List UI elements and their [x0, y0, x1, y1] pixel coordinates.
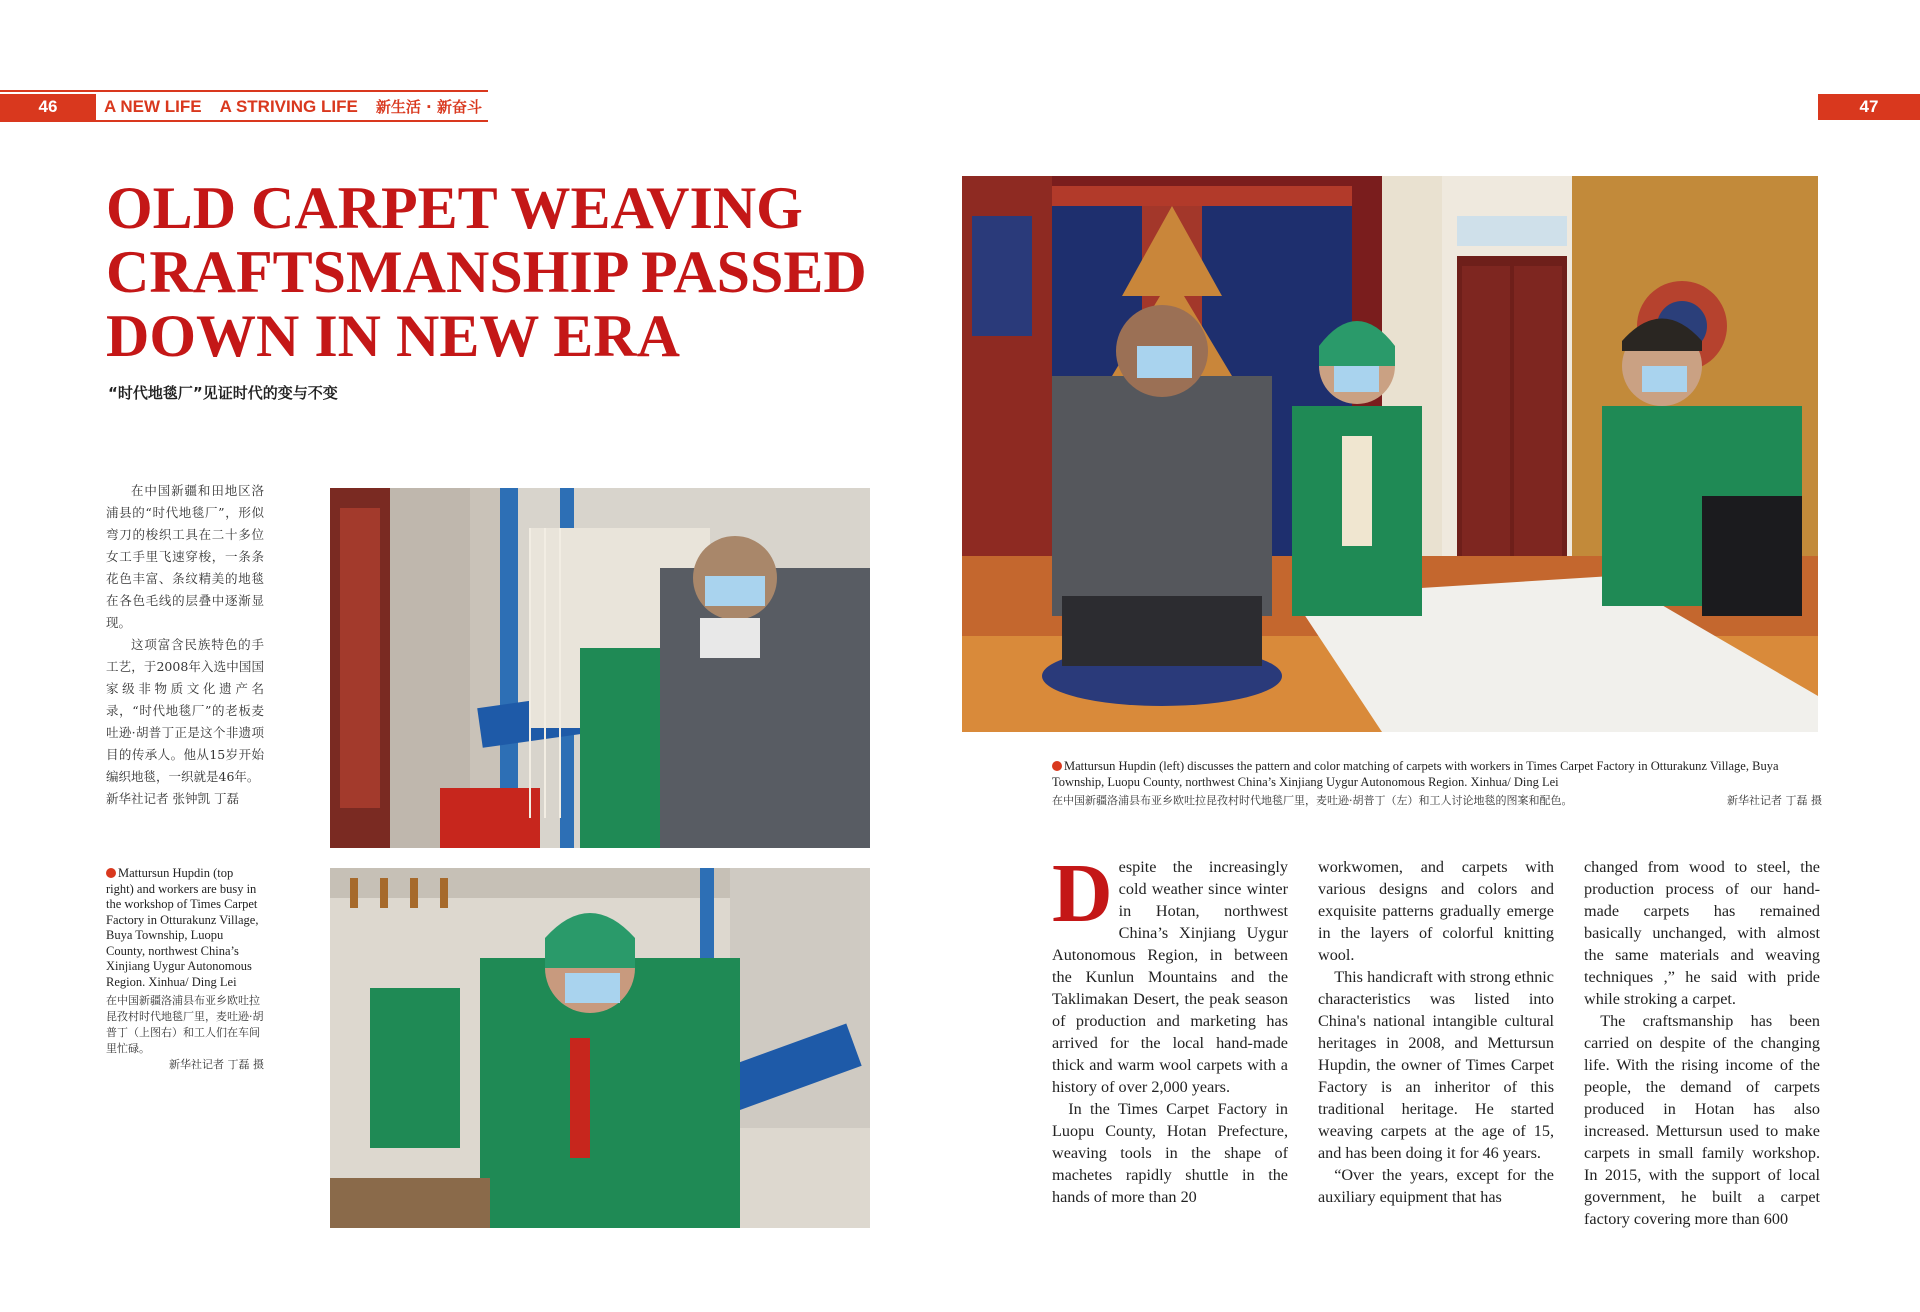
- sidebar-cn: [106, 480, 264, 810]
- sidebar-cn-para-1: 在中国新疆和田地区洛浦县的“时代地毯厂”，形似弯刀的梭织工具在二十多位女工手里飞速穿梭，一条条花色丰富、条纹精美的地毯在各色毛线的层叠中逐渐显现。: [106, 483, 264, 630]
- caption-left-en: Mattursun Hupdin (top right) and workers are busy in the workshop of Times Carpet Factory in Otturakunz Village, Buya Township, Luopu County, northwest China’s Xinjiang Uygur Autonomous Region. Xinhua/ Ding Lei: [106, 866, 259, 989]
- section-title-cn: 新生活 · 新奋斗: [375, 98, 482, 116]
- caption-top-credit: 新华社记者 丁磊 摄: [1727, 794, 1822, 807]
- caption-marker-icon: [1052, 761, 1062, 771]
- article-col1-para-1: [1052, 847, 1288, 1098]
- article-col2-para-2: This handicraft with strong ethnic characteristics was listed into China's national intangible cultural heritages in 2008, and Mettursun Hupdin, the owner of Times Carpet Factory is an inheritor of this traditional heritage. He started weaving carpets at the age of 15, and has been doing it for 46 years.: [1318, 968, 1554, 1162]
- article-col2-para-3: “Over the years, except for the auxiliary equipment that has: [1318, 1166, 1554, 1206]
- page-number-left: 46: [0, 94, 96, 120]
- article-col1-para-2: In the Times Carpet Factory in Luopu County, Hotan Prefecture, weaving tools in the shape of machetes rapidly shuttle in the hands of more than 20: [1052, 1100, 1288, 1206]
- article-column-1: [1052, 847, 1288, 1208]
- article-col3-para-2: The craftsmanship has been carried on despite of the changing life. With the rising income of the people, the demand of carpets produced in Hotan has also increased. Mettursun used to make carpets in small family workshop. In 2015, with the support of local government, he built a carpet factory covering more than 600: [1584, 1012, 1820, 1228]
- photo-carpet-discussion: [962, 176, 1818, 732]
- photo-weaver-bottom: [330, 868, 870, 1228]
- caption-left: [106, 866, 264, 1073]
- drop-cap: D: [1052, 847, 1113, 940]
- caption-top: [1052, 758, 1822, 809]
- sidebar-cn-credit: 新华社记者 张钟凯 丁磊: [106, 791, 239, 806]
- page-number-right: 47: [1818, 94, 1920, 120]
- caption-top-cn: 在中国新疆洛浦县布亚乡欧吐拉昆孜村时代地毯厂里，麦吐逊·胡普丁（左）和工人讨论地毯的图案和配色。: [1052, 794, 1573, 807]
- caption-top-en: Mattursun Hupdin (left) discusses the pattern and color matching of carpets with workers in Times Carpet Factory in Otturakunz Village, Buya Township, Luopu County, northwest China’s Xinjiang Uygur Autonomous Region. Xinhua/ Ding Lei: [1052, 759, 1779, 789]
- article-col1-para-1-text: espite the increasingly cold weather since winter in Hotan, northwest China’s Xinjiang Uygur Autonomous Region, in between the Kunlun Mountains and the Taklimakan Desert, the peak season of production and marketing has arrived for the local hand-made thick and warm wool carpets with a history of over 2,000 years.: [1052, 858, 1288, 1096]
- article-column-2: [1318, 856, 1554, 1208]
- section-title: [104, 94, 500, 120]
- caption-marker-icon: [106, 868, 116, 878]
- caption-left-credit: 新华社记者 丁磊 摄: [169, 1058, 264, 1071]
- headline-line-3: DOWN IN NEW ERA: [106, 303, 680, 369]
- photo-loom-workshop-top: [330, 488, 870, 848]
- subtitle-cn: “时代地毯厂”见证时代的变与不变: [108, 384, 338, 402]
- headline-line-1: OLD CARPET WEAVING: [106, 175, 803, 241]
- section-title-en-2: A STRIVING LIFE: [219, 97, 358, 116]
- article-col2-para-1: workwomen, and carpets with various designs and colors and exquisite patterns gradually emerge in the layers of colorful knitting wool.: [1318, 858, 1554, 964]
- article-col3-para-1: changed from wood to steel, the production process of our hand-made carpets has remained basically unchanged, with almost the same materials and weaving techniques ,” he said with pride while stroking a carpet.: [1584, 858, 1820, 1008]
- caption-top-cn-row: [1052, 793, 1822, 809]
- article-column-3: [1584, 856, 1820, 1230]
- headline: [106, 176, 886, 368]
- header-rule-left-bottom: [0, 120, 488, 122]
- sidebar-cn-para-2: 这项富含民族特色的手工艺，于2008年入选中国国家级非物质文化遗产名录，“时代地毯厂”的老板麦吐逊·胡普丁正是这个非遗项目的传承人。他从15岁开始编织地毯，一织就是46年。: [106, 637, 264, 784]
- headline-line-2: CRAFTSMANSHIP PASSED: [106, 239, 867, 305]
- section-title-en-1: A NEW LIFE: [104, 97, 202, 116]
- header-rule-left: [0, 90, 488, 92]
- caption-left-cn: 在中国新疆洛浦县布亚乡欧吐拉昆孜村时代地毯厂里，麦吐逊·胡普丁（上图右）和工人们在车间里忙碌。: [106, 994, 264, 1055]
